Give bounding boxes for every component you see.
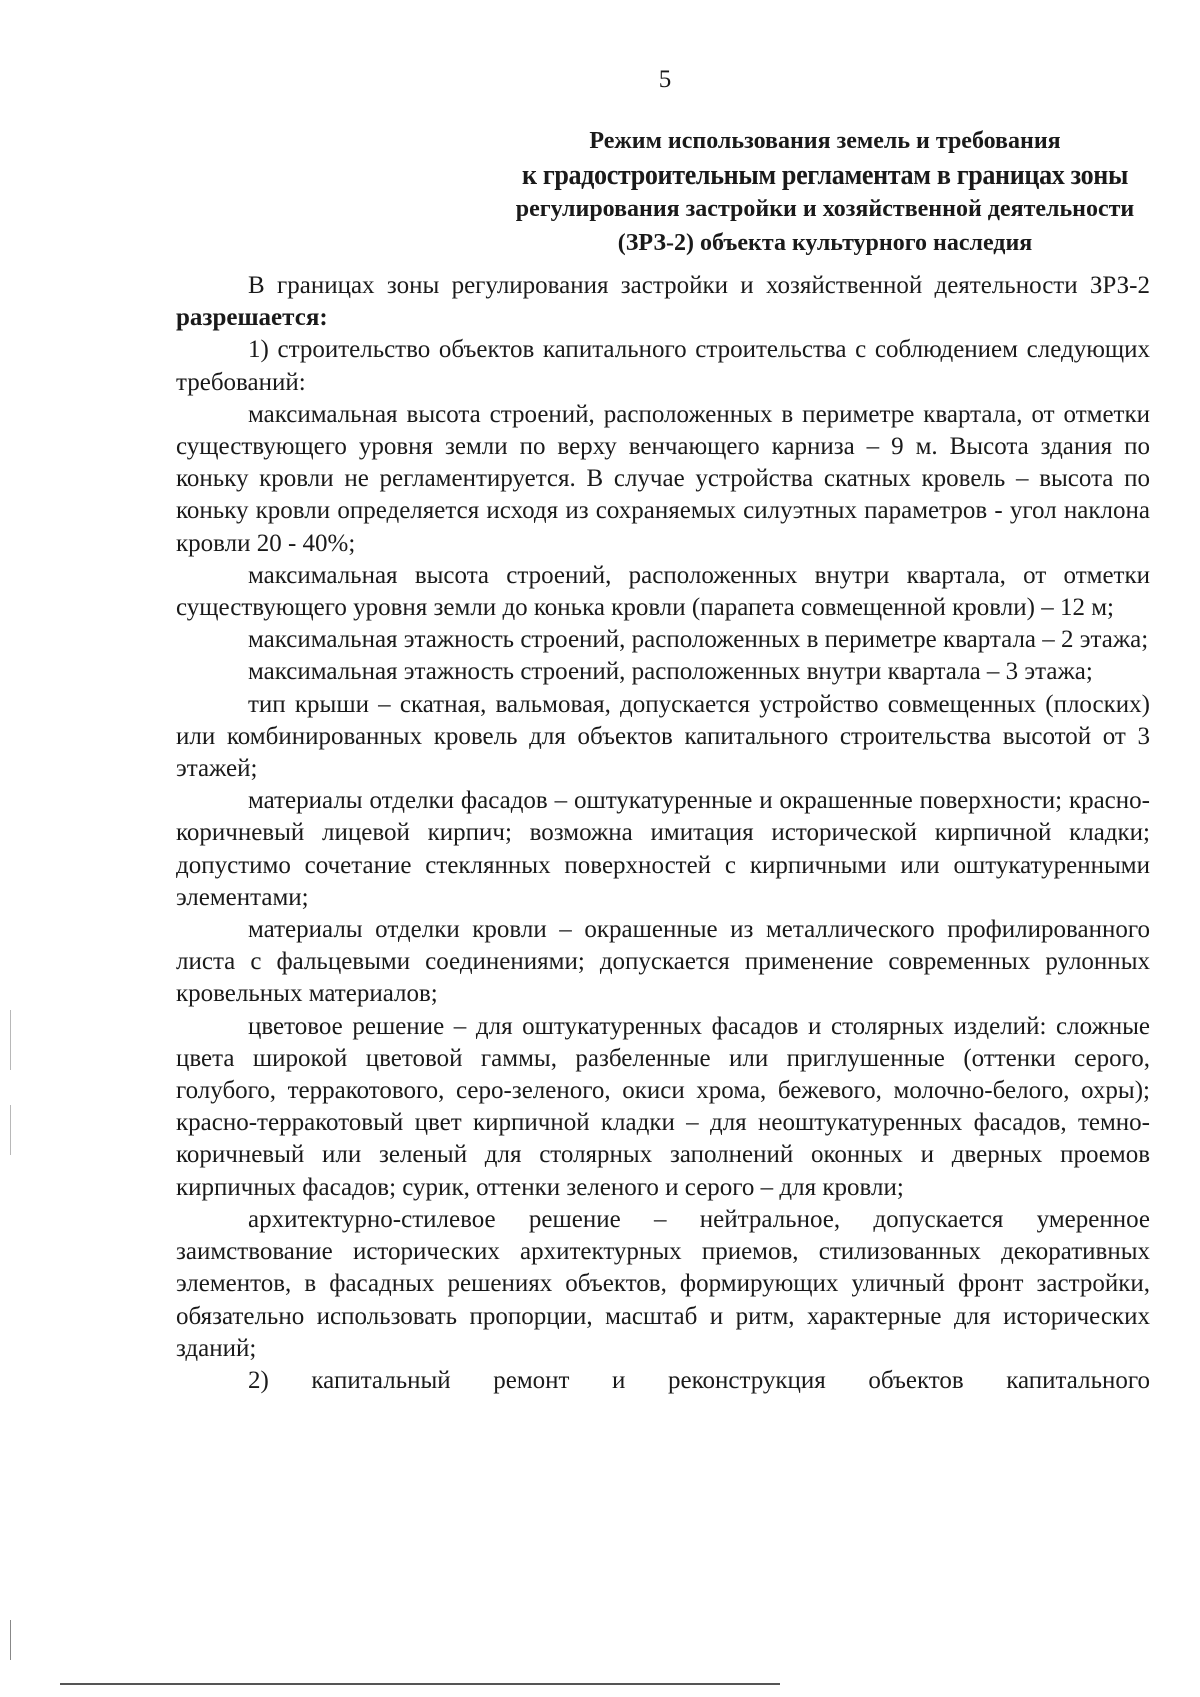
paragraph-max-height-perimeter: максимальная высота строений, расположенных в периметре квартала, от отметки существующего уровня земли по верху венчающего карниза – 9 м. Высота здания по коньку кровли не регламентируется. В случае устройства скатных кровель – высота по коньку кровли определяется исходя из сохраняемых силуэтных параметров - угол наклона кровли 20 - 40%; [176,400,1150,557]
paragraph-max-floors-perimeter: максимальная этажность строений, расположенных в периметре квартала – 2 этажа; [248,626,1149,654]
paragraph-architectural-style: архитектурно-стилевое решение – нейтральное, допускается умеренное заимствование исторических архитектурных приемов, стилизованных декоративных элементов, в фасадных решениях объектов, формирующих уличный фронт застройки, обязательно использовать пропорции, масштаб и ритм, характерные для исторических зданий; [176,1205,1150,1362]
paragraph-roof-type: тип крыши – скатная, вальмовая, допускается устройство совмещенных (плоских) или комбинированных кровель для объектов капитального строительства высотой от 3 этажей; [176,690,1150,783]
intro-paragraph [176,270,1150,334]
document-body [176,270,1150,1397]
title-line-4: (ЗРЗ-2) объекта культурного наследия [617,230,1033,256]
scan-edge-mark [10,1620,11,1660]
paragraph-item-2: 2) капитальный ремонт и реконструкция объектов капитального [248,1366,1150,1394]
intro-bold-text: разрешается: [176,304,328,332]
scan-edge-mark [10,1105,11,1155]
paragraph-max-floors-inner: максимальная этажность строений, расположенных внутри квартала – 3 этажа; [248,658,1093,686]
intro-text: В границах зоны регулирования застройки и хозяйственной деятельности ЗРЗ-2 [248,272,1150,299]
paragraph-max-height-inner: максимальная высота строений, расположенных внутри квартала, от отметки существующего уровня земли до конька кровли (парапета совмещенной кровли) – 12 м; [176,561,1150,622]
page-number: 5 [658,66,672,93]
paragraph-color-solution: цветовое решение – для оштукатуренных фасадов и столярных изделий: сложные цвета широкой цветовой гаммы, разбеленные или приглушенные (оттенки серого, голубого, терракотового, серо-зеленого, окиси хрома, бежевого, молочно-белого, охры); красно-терракотовый цвет кирпичной кладки – для неоштукатуренных фасадов, темно-коричневый или зеленый для столярных заполнений оконных и дверных проемов кирпичных фасадов; сурик, оттенки зеленого и серого – для кровли; [176,1012,1150,1201]
scan-edge-mark [10,1010,11,1070]
paragraph-facade-materials: материалы отделки фасадов – оштукатуренные и окрашенные поверхности; красно-коричневый лицевой кирпич; возможна имитация исторической кирпичной кладки; допустимо сочетание стеклянных поверхностей с кирпичными или оштукатуренными элементами; [176,787,1150,911]
paragraph-item-1: 1) строительство объектов капитального строительства с соблюдением следующих требований: [176,336,1150,396]
paragraph-roof-materials: материалы отделки кровли – окрашенные из металлического профилированного листа с фальцевыми соединениями; допускается применение современных рулонных кровельных материалов; [176,916,1150,1008]
title-line-1: Режим использования земель и требования [589,128,1061,154]
title-line-2: к градостроительным регламентам в границах зоны [521,159,1129,191]
document-title [320,124,1200,260]
title-line-3: регулирования застройки и хозяйственной деятельности [515,196,1135,222]
scan-bottom-line [60,1683,780,1685]
